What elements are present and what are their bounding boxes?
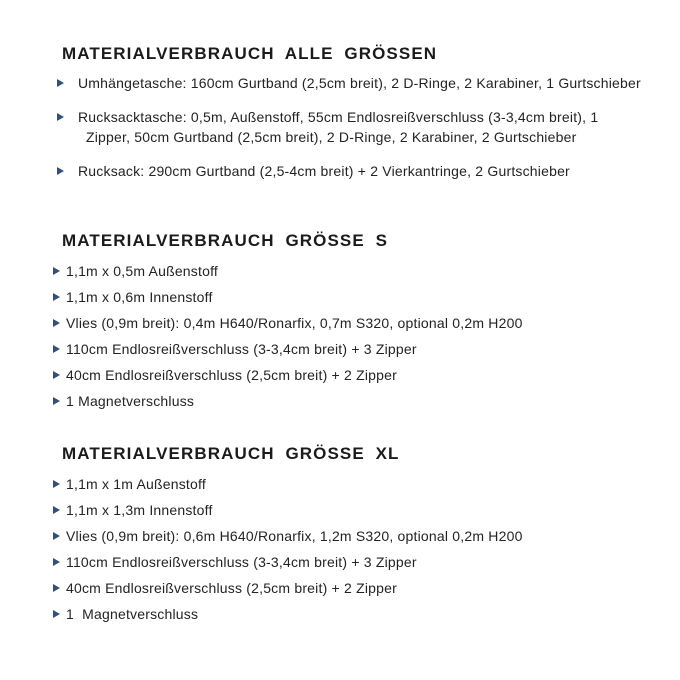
bullet-triangle-icon	[53, 532, 60, 540]
list-item-text: Rucksacktasche: 0,5m, Außenstoff, 55cm Endlosreißverschluss (3-3,4cm breit), 1 Zipper, 50cm Gurtband (2,5cm breit), 2 D-Ringe, 2 Karabiner, 2 Gurtschieber	[78, 109, 603, 145]
list-item-text: 110cm Endlosreißverschluss (3-3,4cm breit) + 3 Zipper	[66, 554, 417, 570]
list-item	[62, 552, 644, 572]
list-item	[62, 161, 644, 181]
section-size-xl	[62, 444, 644, 624]
list-item-text: Vlies (0,9m breit): 0,6m H640/Ronarfix, 1,2m S320, optional 0,2m H200	[66, 528, 523, 544]
bullet-triangle-icon	[57, 79, 64, 87]
list-item	[62, 261, 644, 281]
list-item	[62, 107, 644, 147]
list-item-text: Vlies (0,9m breit): 0,4m H640/Ronarfix, 0,7m S320, optional 0,2m H200	[66, 315, 523, 331]
list-item-text: 1,1m x 1m Außenstoff	[66, 476, 206, 492]
list-item	[62, 604, 644, 624]
list-item	[62, 339, 644, 359]
bullet-triangle-icon	[53, 610, 60, 618]
bullet-triangle-icon	[53, 584, 60, 592]
bullet-triangle-icon	[53, 397, 60, 405]
bullet-triangle-icon	[53, 293, 60, 301]
bullet-triangle-icon	[53, 345, 60, 353]
bullet-triangle-icon	[57, 113, 64, 121]
bullet-triangle-icon	[53, 319, 60, 327]
list-item	[62, 391, 644, 411]
list-item-text: 110cm Endlosreißverschluss (3-3,4cm breit) + 3 Zipper	[66, 341, 417, 357]
bullet-triangle-icon	[53, 371, 60, 379]
list-item-text: Umhängetasche: 160cm Gurtband (2,5cm breit), 2 D-Ringe, 2 Karabiner, 1 Gurtschieber	[78, 75, 641, 91]
list-item-text: 1,1m x 0,6m Innenstoff	[66, 289, 213, 305]
bullet-triangle-icon	[53, 480, 60, 488]
bullet-triangle-icon	[53, 506, 60, 514]
list-item	[62, 526, 644, 546]
section-title: MATERIALVERBRAUCH ALLE GRÖSSEN	[62, 44, 438, 63]
list-item-text: 1,1m x 1,3m Innenstoff	[66, 502, 213, 518]
list-item-text: 1 Magnetverschluss	[66, 393, 195, 409]
list-item-text: 1 Magnetverschluss	[66, 606, 199, 622]
list-item	[62, 578, 644, 598]
list-item	[62, 313, 644, 333]
list-item-text: 40cm Endlosreißverschluss (2,5cm breit) + 2 Zipper	[66, 367, 397, 383]
list-item-text: 1,1m x 0,5m Außenstoff	[66, 263, 218, 279]
bullet-triangle-icon	[53, 267, 60, 275]
section-all-sizes	[62, 44, 644, 181]
list-item-text: Rucksack: 290cm Gurtband (2,5-4cm breit) + 2 Vierkantringe, 2 Gurtschieber	[78, 163, 570, 179]
list-item-text: 40cm Endlosreißverschluss (2,5cm breit) + 2 Zipper	[66, 580, 397, 596]
list-item	[62, 500, 644, 520]
bullet-triangle-icon	[53, 558, 60, 566]
section-size-s	[62, 231, 644, 411]
list-item	[62, 365, 644, 385]
section-title: MATERIALVERBRAUCH GRÖSSE XL	[62, 444, 400, 463]
list-item	[62, 287, 644, 307]
section-title: MATERIALVERBRAUCH GRÖSSE S	[62, 231, 389, 250]
list-item	[62, 73, 644, 93]
list-item	[62, 474, 644, 494]
bullet-triangle-icon	[57, 167, 64, 175]
